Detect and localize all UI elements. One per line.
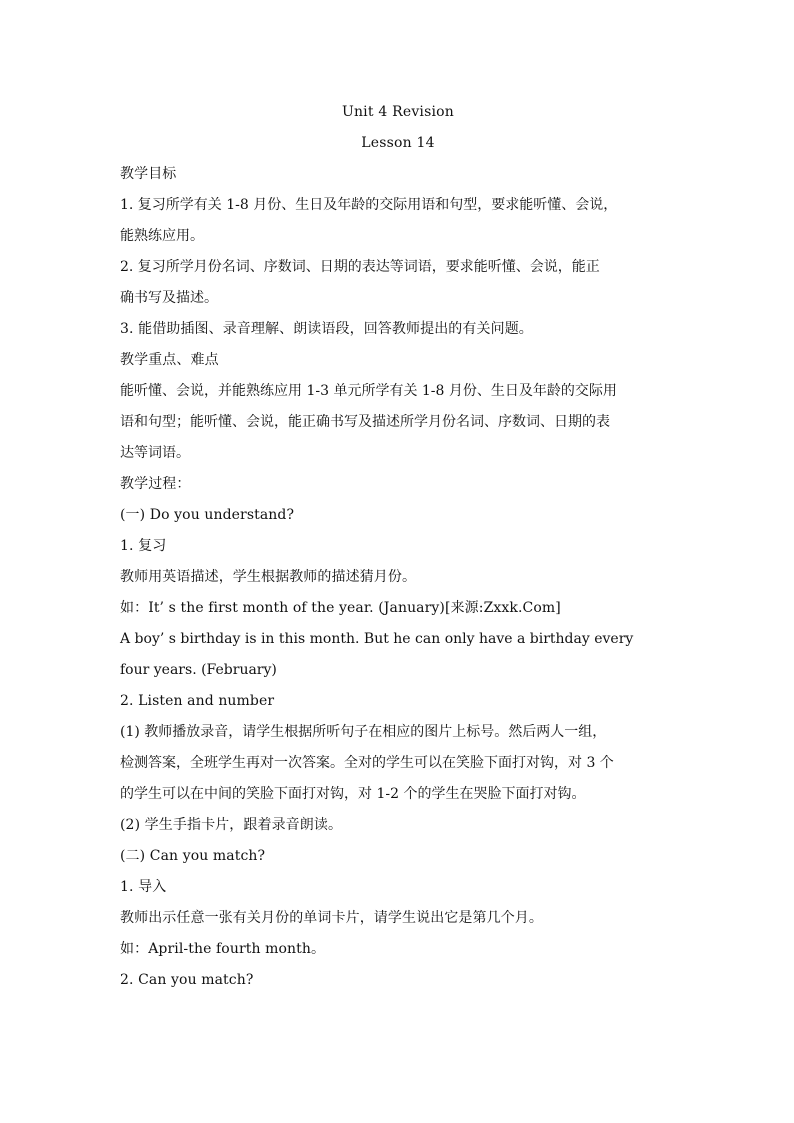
- part-1-step-2-desc: [120, 717, 676, 810]
- objective-1: [120, 190, 676, 252]
- part-1-heading: (一) Do you understand?: [120, 507, 295, 523]
- key-points-line-2: 语和句型；能听懂、会说，能正确书写及描述所学月份名词、序数词、日期的表: [120, 414, 610, 430]
- part-1-example-2: [120, 624, 676, 686]
- part-1-example-2-line-2: four years. (February): [120, 662, 277, 678]
- part-2-step-1: 1. 导入: [120, 879, 167, 895]
- key-points-line-3: 达等词语。: [120, 445, 190, 461]
- part-2-heading: (二) Can you match?: [120, 848, 266, 864]
- part-1-step-2-desc-line-2: 检测答案，全班学生再对一次答案。全对的学生可以在笑脸下面打对钩，对 3 个: [120, 755, 614, 771]
- part-1-example-1: 如：It’ s the first month of the year. (January)[来源:Zxxk.Com]: [120, 600, 561, 616]
- part-1-step-1: 1. 复习: [120, 538, 167, 554]
- objective-2: [120, 252, 676, 314]
- part-1-step-2-desc-line-3: 的学生可以在中间的笑脸下面打对钩，对 1-2 个的学生在哭脸下面打对钩。: [120, 786, 586, 802]
- document-subtitle: Lesson 14: [361, 135, 435, 151]
- key-points-heading: 教学重点、难点: [120, 352, 219, 368]
- document-body: [120, 97, 676, 996]
- part-1-step-2-desc-line-1: (1) 教师播放录音，请学生根据所听句子在相应的图片上标号。然后两人一组，: [120, 724, 607, 740]
- key-points-line-1: 能听懂、会说，并能熟练应用 1-3 单元所学有关 1-8 月份、生日及年龄的交际用: [120, 383, 617, 399]
- part-2-example: 如：April-the fourth month。: [120, 941, 326, 957]
- objective-3: 3. 能借助插图、录音理解、朗读语段，回答教师提出的有关问题。: [120, 321, 533, 337]
- document-title: Unit 4 Revision: [341, 104, 455, 120]
- key-points: [120, 376, 676, 469]
- objective-1-line-2: 能熟练应用。: [120, 228, 204, 244]
- part-1-example-2-line-1: A boy’ s birthday is in this month. But he can only have a birthday every: [120, 631, 634, 647]
- objective-2-line-1: 2. 复习所学月份名词、序数词、日期的表达等词语，要求能听懂、会说，能正: [120, 259, 600, 275]
- objectives-heading: 教学目标: [120, 166, 177, 182]
- part-1-step-2-desc-2: (2) 学生手指卡片，跟着录音朗读。: [120, 817, 343, 833]
- part-2-step-1-desc: 教师出示任意一张有关月份的单词卡片，请学生说出它是第几个月。: [120, 910, 543, 926]
- process-heading: 教学过程：: [120, 476, 191, 492]
- part-1-step-1-desc: 教师用英语描述，学生根据教师的描述猜月份。: [120, 569, 417, 585]
- part-2-step-2: 2. Can you match?: [120, 972, 254, 988]
- objective-1-line-1: 1. 复习所学有关 1-8 月份、生日及年龄的交际用语和句型，要求能听懂、会说，: [120, 197, 618, 213]
- part-1-step-2: 2. Listen and number: [120, 693, 275, 709]
- objective-2-line-2: 确书写及描述。: [120, 290, 218, 306]
